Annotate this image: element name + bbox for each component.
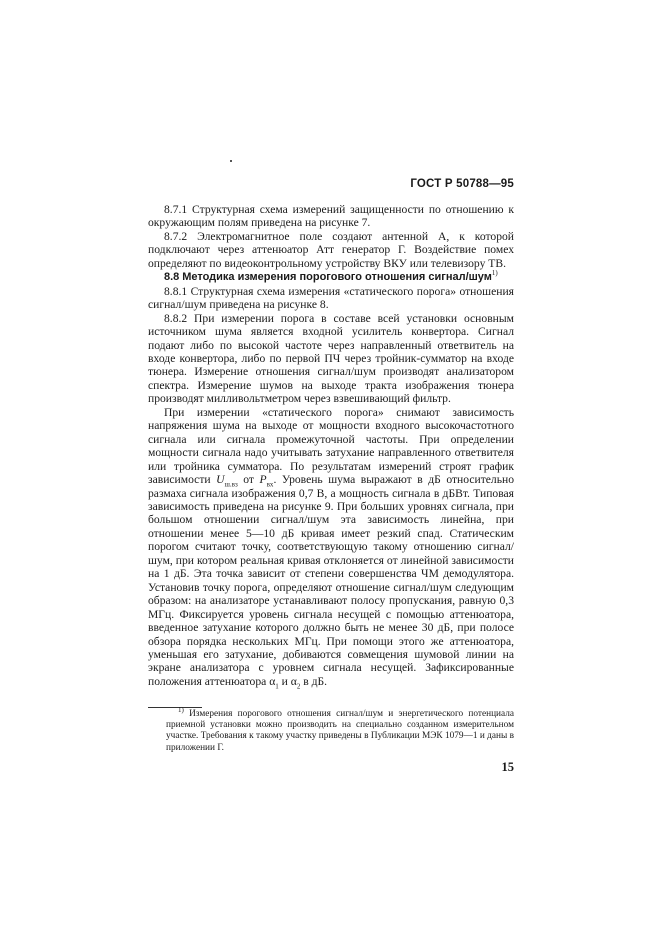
section-number: 8.8 xyxy=(164,271,180,284)
text-run: При измерении «статического порога» снимают зависимость напряжения шума на выходе от мощности входного высокочастотного сигнала или сигнала промежуточной частоты. При определении мощности сигнала надо учитывать затухание направленного ответвителя или тройника сумматора. По результатам измерений строят график зависимости xyxy=(148,405,514,487)
footnote-body: Измерения порогового отношения сигнал/шум и энергетического потенциала приемной установки можно производить на специально созданном измерительном участке. Требования к такому участку приведены в Публикации МЭК 1079—1 и даны в приложении Г. xyxy=(166,709,514,753)
document-body xyxy=(148,203,514,691)
symbol-u-sub: ш.вз xyxy=(224,480,238,489)
footnote-divider xyxy=(148,707,202,708)
footnote xyxy=(166,705,514,754)
section-8-8-heading xyxy=(148,270,514,284)
symbol-alpha2-sub: 2 xyxy=(296,682,301,691)
text-run: и xyxy=(278,674,291,688)
symbol-u: U xyxy=(216,473,225,487)
paragraph-main xyxy=(148,406,514,689)
symbol-alpha1-sub: 1 xyxy=(275,682,279,691)
scan-speck xyxy=(230,160,232,162)
footnote-marker: 1) xyxy=(178,705,184,714)
symbol-p: P xyxy=(259,473,267,487)
symbol-p-sub: вх xyxy=(266,480,274,489)
text-run: от xyxy=(237,473,260,487)
section-title: Методика измерения порогового отношения сигнал/шум xyxy=(182,271,492,284)
text-run: в дБ. xyxy=(300,674,328,688)
text-run: . Уровень шума выражают в дБ относительно размаха сигнала изображения 0,7 В, а мощность сигнала в дБВт. Типовая зависимость приведена на рисунке 9. При больших уровнях сигнала, при большом отношении сигнал/шум эта зависимость линейна, при отношении менее 5—10 дБ кривая имеет резкий спад. Статическим порогом считают точку, соответствующую такому отношению сигнал/шум, при котором реальная кривая отклоняется от линейной зависимости на 1 дБ. Эта точка зависит от степени совершенства ЧМ демодулятора. Установив точку порога, определяют отношение сигнал/шум следующим образом: на анализаторе устанавливают полосу пропускания, равную 0,3 МГц. Фиксируется уровень сигнала несущей с помощью аттенюатора, введенное затухание которого должно быть не менее 30 дБ, при полосе обзора порядка нескольких МГц. При помощи этого же аттенюатора, уменьшая его затухание, добиваются совмещения шумовой линии на экране анализатора с уровнем сигнала несущей. Зафиксированные положения аттенюатора xyxy=(148,473,514,688)
symbol-alpha2: α xyxy=(290,674,297,688)
page-number: 15 xyxy=(501,760,514,774)
footnote-ref: 1) xyxy=(491,269,498,278)
paragraph-8-8-1: 8.8.1 Структурная схема измерения «статического порога» отношения сигнал/шум приведена на рисунке 8. xyxy=(148,284,514,312)
footnote-text xyxy=(166,705,514,754)
symbol-alpha1: α xyxy=(269,674,276,688)
document-code-header: ГОСТ Р 50788—95 xyxy=(410,178,514,190)
paragraph-8-8-2: 8.8.2 При измерении порога в составе всей установки основным источником шума является входной усилитель конвертора. Сигнал подают либо по высокой частоте через направленный ответвитель на входе конвертора, либо по первой ПЧ через тройник-сумматор на входе тюнера. Измерение отношения сигнал/шум производят анализатором спектра. Измерение шумов на выходе тракта изображения тюнера производят милливольтметром через взвешивающий фильтр. xyxy=(148,311,514,406)
paragraph-8-7-1: 8.7.1 Структурная схема измерений защищенности по отношению к окружающим полям приведена на рисунке 7. xyxy=(148,203,514,230)
paragraph-8-7-2: 8.7.2 Электромагнитное поле создают антенной А, к которой подключают через аттенюатор Атт генератор Г. Воздействие помех определяют по видеоконтрольному устройству ВКУ или телевизору ТВ. xyxy=(148,229,514,270)
